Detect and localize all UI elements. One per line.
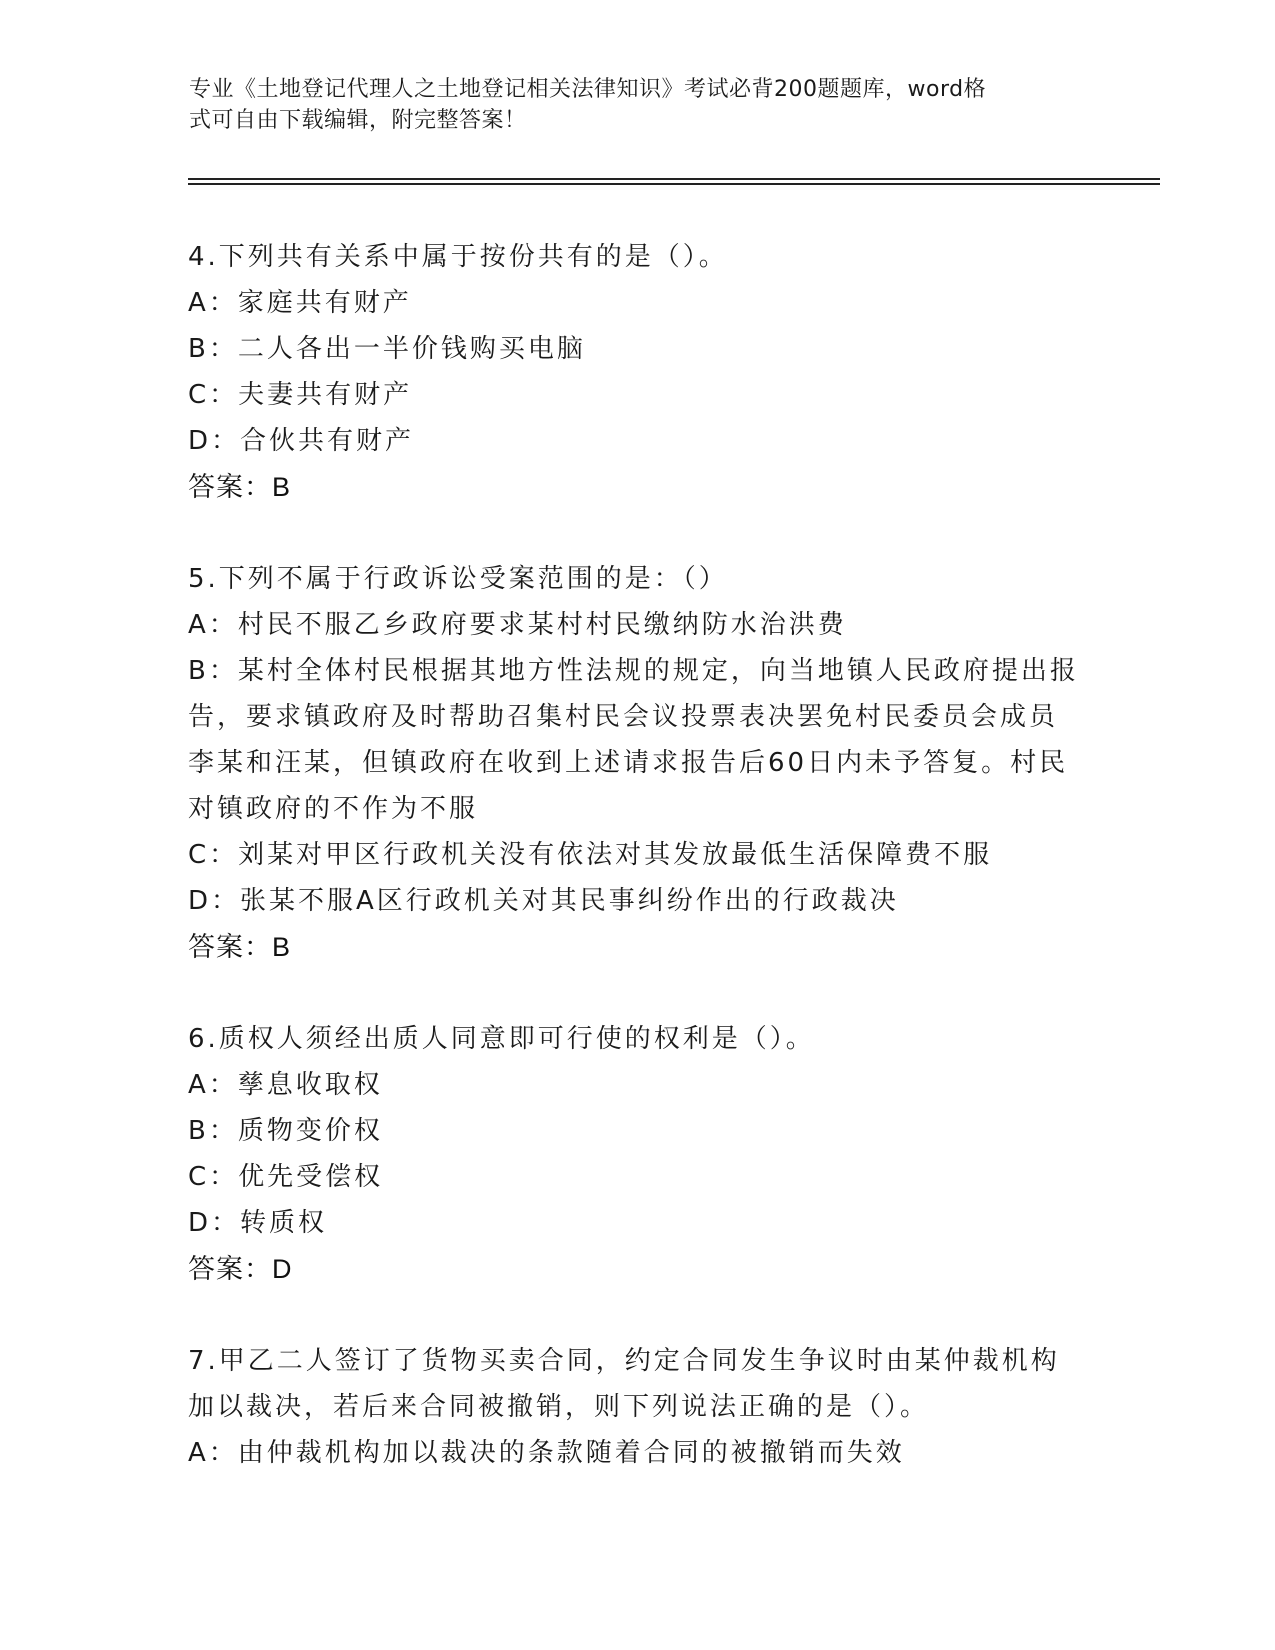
question-stem-line: 7.甲乙二人签订了货物买卖合同，约定合同发生争议时由某仲裁机构 [188, 1346, 1060, 1376]
answer-key: 答案：B [188, 932, 292, 962]
answer-option [188, 372, 1088, 418]
question-stem-line: 4.下列共有关系中属于按份共有的是（）。 [188, 242, 728, 272]
question-item [188, 1016, 1088, 1292]
question-stem-line: 加以裁决，若后来合同被撤销，则下列说法正确的是（）。 [188, 1392, 930, 1422]
answer-option [188, 878, 1088, 924]
question-list [188, 234, 1088, 1522]
answer-key: 答案：D [188, 1254, 293, 1284]
answer-option [188, 1430, 1088, 1476]
option-text-line: C：刘某对甲区行政机关没有依法对其发放最低生活保障费不服 [188, 840, 993, 870]
option-text-line: D：合伙共有财产 [188, 426, 415, 456]
option-text-line: A：由仲裁机构加以裁决的条款随着合同的被撤销而失效 [188, 1438, 905, 1468]
header-divider-top [188, 178, 1160, 180]
answer-key: 答案：B [188, 472, 292, 502]
option-text-line: B：质物变价权 [188, 1116, 383, 1146]
option-text-line: A：孳息收取权 [188, 1070, 383, 1100]
header-divider-bottom [188, 183, 1160, 185]
option-text-line: B：二人各出一半价钱购买电脑 [188, 334, 586, 364]
question-item [188, 556, 1088, 970]
option-text-line: B：某村全体村民根据其地方性法规的规定，向当地镇人民政府提出报 [188, 656, 1079, 686]
option-text-line: D：张某不服A区行政机关对其民事纠纷作出的行政裁决 [188, 886, 899, 916]
header-line-1: 专业《土地登记代理人之土地登记相关法律知识》考试必背200题题库，word格 [189, 77, 987, 102]
answer-option [188, 1108, 1088, 1154]
answer-option [188, 602, 1088, 648]
answer-option [188, 1200, 1088, 1246]
answer-option [188, 326, 1088, 372]
answer-option [188, 832, 1088, 878]
option-text-line: C：优先受偿权 [188, 1162, 384, 1192]
answer-option [188, 1062, 1088, 1108]
answer-option [188, 648, 1088, 832]
option-text-line: 李某和汪某，但镇政府在收到上述请求报告后60日内未予答复。村民 [188, 748, 1069, 778]
option-text-line: A：村民不服乙乡政府要求某村村民缴纳防水治洪费 [188, 610, 847, 640]
option-text-line: A：家庭共有财产 [188, 288, 412, 318]
question-stem-line: 6.质权人须经出质人同意即可行使的权利是（）。 [188, 1024, 815, 1054]
option-text-line: 对镇政府的不作为不服 [188, 794, 479, 824]
answer-option [188, 418, 1088, 464]
answer-option [188, 280, 1088, 326]
option-text-line: 告，要求镇政府及时帮助召集村民会议投票表决罢免村民委员会成员 [188, 702, 1059, 732]
question-item [188, 1338, 1088, 1476]
option-text-line: C：夫妻共有财产 [188, 380, 413, 410]
option-text-line: D：转质权 [188, 1208, 328, 1238]
question-stem-line: 5.下列不属于行政诉讼受案范围的是：（） [188, 564, 728, 594]
document-header [189, 74, 1079, 136]
answer-option [188, 1154, 1088, 1200]
question-item [188, 234, 1088, 510]
header-line-2: 式可自由下载编辑，附完整答案！ [189, 108, 527, 133]
